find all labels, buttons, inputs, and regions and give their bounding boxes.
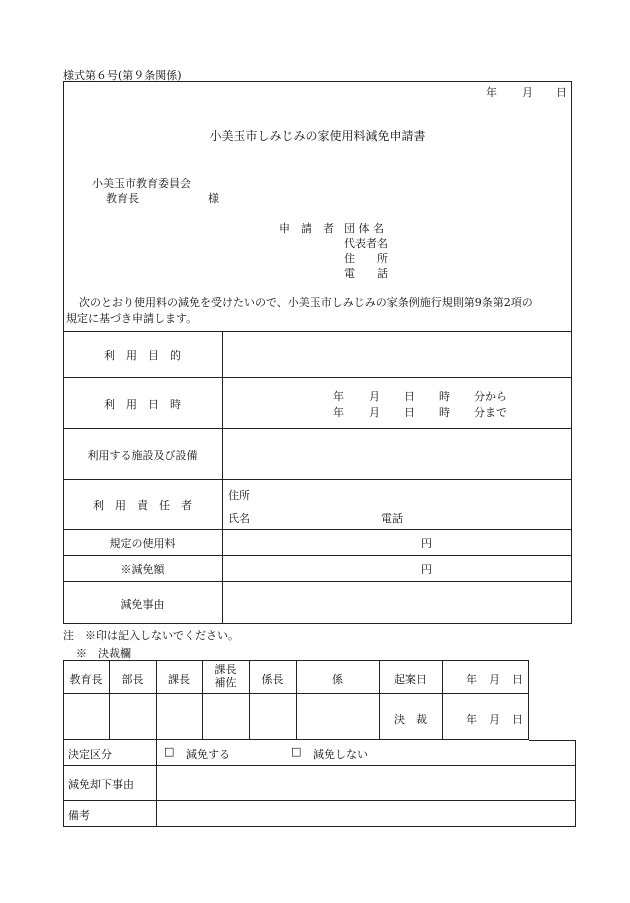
body-text-line2: 規定に基づき申請します。 — [66, 312, 198, 325]
applicant-group-label: 団 体 名 — [344, 222, 384, 235]
addressee-role: 教育長 — [106, 192, 139, 205]
approval-header-director: 部長 — [121, 673, 144, 686]
applicant-address-label: 住 所 — [344, 252, 388, 265]
approval-month: 月 — [489, 713, 500, 726]
responsible-label: 利 用 責 任 者 — [93, 499, 192, 512]
no-reduce-checkbox[interactable]: □ — [291, 745, 302, 758]
responsible-name: 氏名 — [228, 512, 250, 525]
no-reduce-option-label: 減免しない — [313, 748, 368, 761]
date-year: 年 — [486, 86, 497, 99]
approval-header-staff: 係 — [332, 673, 343, 686]
decision-heading: ※ 決裁欄 — [76, 647, 131, 660]
reduction-yen: 円 — [421, 563, 432, 576]
approval-year: 年 — [466, 713, 477, 726]
page-title: 小美玉市しみじみの家使用料減免申請書 — [209, 129, 426, 143]
from-month: 月 — [369, 390, 380, 403]
form-number: 様式第６号(第９条関係) — [63, 69, 182, 82]
draft-day: 日 — [512, 673, 523, 686]
until-hour: 時 — [439, 406, 450, 419]
remarks-label: 備考 — [68, 809, 90, 822]
fee-yen: 円 — [421, 537, 432, 550]
applicant-label: 申 請 者 — [279, 222, 334, 235]
applicant-rep-label: 代表者名 — [344, 237, 388, 250]
approval-header-superintendent: 教育長 — [69, 673, 103, 686]
from-hour: 時 — [439, 390, 450, 403]
facility-label: 利用する施設及び設備 — [87, 449, 198, 462]
assistant-manager-line2: 補佐 — [214, 676, 237, 689]
approval-header-chief: 係長 — [261, 673, 284, 686]
datetime-label: 利 用 日 時 — [104, 398, 181, 411]
until-month: 月 — [369, 406, 380, 419]
until-year: 年 — [333, 406, 344, 419]
until-day: 日 — [404, 406, 415, 419]
from-minute: 分から — [474, 390, 507, 403]
reduction-label: ※減免額 — [120, 563, 165, 576]
addressee-honorific: 様 — [208, 192, 219, 205]
reject-reason-label: 減免却下事由 — [68, 778, 134, 791]
purpose-label: 利 用 目 的 — [104, 349, 181, 362]
from-day: 日 — [404, 390, 415, 403]
note: 注 ※印は記入しないでください。 — [63, 629, 239, 642]
draft-month: 月 — [489, 673, 500, 686]
approval-header-manager: 課長 — [168, 673, 190, 686]
draft-year: 年 — [466, 673, 477, 686]
until-minute: 分まで — [474, 406, 507, 419]
decision-category-label: 決定区分 — [68, 748, 112, 761]
body-text-line1: 次のとおり使用料の減免を受けたいので、小美玉市しみじみの家条例施行規則第9条第2項の — [79, 296, 533, 309]
from-year: 年 — [333, 390, 344, 403]
date-day: 日 — [556, 86, 567, 99]
fee-label: 規定の使用料 — [109, 537, 176, 550]
reduce-checkbox[interactable]: □ — [164, 745, 175, 758]
responsible-phone: 電話 — [381, 512, 403, 525]
assistant-manager-line1: 課長 — [214, 663, 237, 676]
reduce-option-label: 減免する — [186, 748, 230, 761]
approval-day: 日 — [512, 713, 523, 726]
draft-date-label: 起案日 — [394, 673, 427, 686]
reason-label: 減免事由 — [120, 598, 165, 611]
responsible-address: 住所 — [228, 489, 250, 502]
approval-label: 決 裁 — [394, 713, 427, 726]
addressee-org: 小美玉市教育委員会 — [92, 177, 191, 190]
approval-header-assistant-manager — [202, 663, 249, 689]
date-month: 月 — [522, 86, 533, 99]
applicant-phone-label: 電 話 — [344, 267, 388, 280]
